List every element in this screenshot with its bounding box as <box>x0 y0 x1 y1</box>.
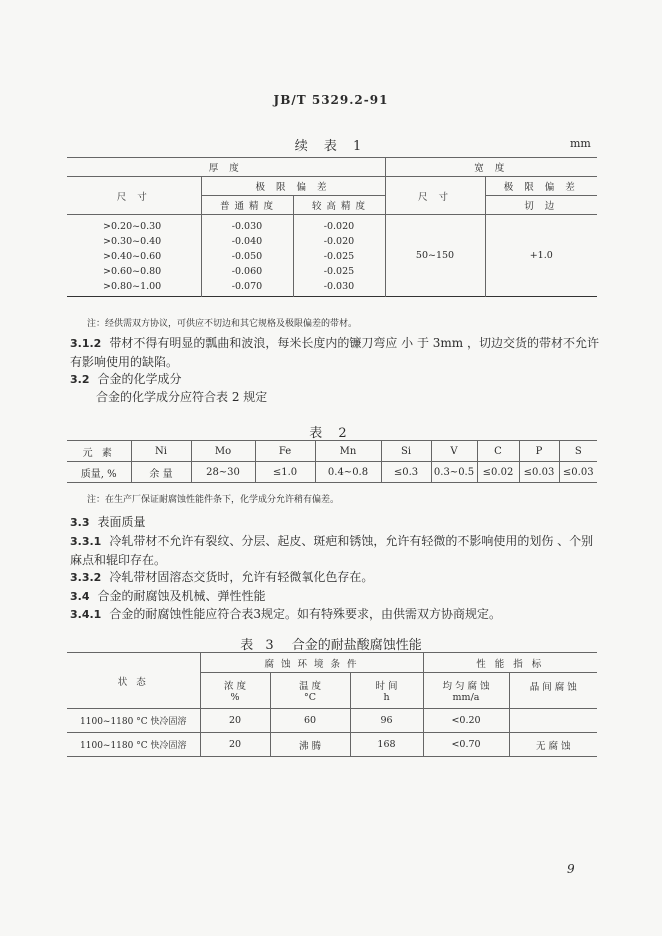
para-3-3-1 <box>70 532 602 570</box>
row-intergranular: 无 腐 蚀 <box>509 733 597 757</box>
normal-value: -0.060 <box>231 266 263 277</box>
width-dev: +1.0 <box>485 215 597 297</box>
table3-caption-title: 合金的耐盐酸腐蚀性能 <box>291 638 422 653</box>
uniform-label: 均 匀 腐 蚀 <box>442 681 490 692</box>
size-column <box>67 215 201 297</box>
para-3-2: 合金的化学成分应符合表 2 规定 <box>96 390 268 404</box>
para-text: 带材不得有明显的瓢曲和波浪，每米长度内的镰刀弯应 小 于 3mm ，切边交货的带材不允许有影响使用的缺陷。 <box>70 336 599 369</box>
element-s: S <box>559 441 597 462</box>
normal-precision-header: 普 通 精 度 <box>201 196 293 215</box>
para-text: 冷轧带材固溶态交货时，允许有轻微氧化色存在。 <box>109 570 374 584</box>
table1-caption: 续 表 1 <box>294 139 368 154</box>
higher-value: -0.025 <box>323 251 355 262</box>
element-mo: Mo <box>191 441 255 462</box>
normal-value: -0.070 <box>231 281 263 292</box>
table-row <box>67 709 597 733</box>
higher-value: -0.020 <box>323 236 355 247</box>
conc-header <box>200 673 270 709</box>
higher-value: -0.020 <box>323 221 355 232</box>
table2 <box>67 440 597 483</box>
value-si: ≤0.3 <box>381 462 431 483</box>
width-size-header: 尺 寸 <box>385 177 485 215</box>
table1-note: 注：经供需双方协议，可供应不切边和其它规格及极限偏差的带材。 <box>87 319 358 329</box>
value-mn: 0.4~0.8 <box>315 462 381 483</box>
size-value: >0.60~0.80 <box>103 266 162 277</box>
temp-unit: °C <box>303 692 317 703</box>
uniform-unit: mm/a <box>452 692 480 703</box>
table3 <box>67 652 597 757</box>
element-ni: Ni <box>131 441 191 462</box>
section-3-2 <box>70 370 602 389</box>
row-time: 96 <box>350 709 423 733</box>
row-temp: 沸 腾 <box>270 733 350 757</box>
table-row <box>67 733 597 757</box>
table3-caption-number: 表 3 <box>240 638 278 653</box>
elements-label: 元 素 <box>67 441 131 462</box>
section-number: 3.2 <box>70 373 90 386</box>
higher-column <box>293 215 385 297</box>
element-mn: Mn <box>315 441 381 462</box>
size-value: >0.80~1.00 <box>103 281 162 292</box>
element-si: Si <box>381 441 431 462</box>
row-uniform: <0.20 <box>423 709 509 733</box>
element-v: V <box>431 441 477 462</box>
value-s: ≤0.03 <box>559 462 597 483</box>
row-state: 1100~1180 °C 快冷固溶 <box>67 733 200 757</box>
table2-note: 注：在生产厂保证耐腐蚀性能件条下，化学成分允许稍有偏差。 <box>87 495 340 505</box>
normal-value: -0.030 <box>231 221 263 232</box>
size-value: >0.40~0.60 <box>103 251 162 262</box>
time-unit: h <box>383 692 390 703</box>
table1-unit: mm <box>570 137 591 150</box>
size-value: >0.20~0.30 <box>103 221 162 232</box>
normal-column <box>201 215 293 297</box>
env-header: 腐 蚀 环 境 条 件 <box>200 653 423 673</box>
section-title: 表面质量 <box>97 515 146 529</box>
width-header: 宽 度 <box>385 158 597 177</box>
section-3-3 <box>70 513 602 532</box>
value-v: 0.3~0.5 <box>431 462 477 483</box>
table1 <box>67 157 597 297</box>
para-3-1-2 <box>70 334 602 372</box>
section-number: 3.4 <box>70 590 90 603</box>
section-number: 3.3.1 <box>70 535 102 548</box>
element-fe: Fe <box>255 441 315 462</box>
normal-value: -0.050 <box>231 251 263 262</box>
size-value: >0.30~0.40 <box>103 236 162 247</box>
section-3-4 <box>70 587 602 606</box>
section-number: 3.1.2 <box>70 337 102 350</box>
limit-dev-header: 极 限 偏 差 <box>201 177 385 196</box>
uniform-header <box>423 673 509 709</box>
para-3-3-2 <box>70 568 602 587</box>
intergranular-header: 晶 间 腐 蚀 <box>509 673 597 709</box>
section-number: 3.4.1 <box>70 608 102 621</box>
value-ni: 余 量 <box>131 462 191 483</box>
table2-caption: 表 2 <box>309 426 353 441</box>
temp-header <box>270 673 350 709</box>
row-temp: 60 <box>270 709 350 733</box>
value-fe: ≤1.0 <box>255 462 315 483</box>
standard-number: JB/T 5329.2-91 <box>273 93 389 107</box>
section-number: 3.3 <box>70 516 90 529</box>
width-range: 50~150 <box>385 215 485 297</box>
para-3-4-1 <box>70 605 602 624</box>
value-mo: 28~30 <box>191 462 255 483</box>
row-time: 168 <box>350 733 423 757</box>
section-number: 3.3.2 <box>70 571 102 584</box>
conc-label: 浓 度 <box>223 681 247 692</box>
row-uniform: <0.70 <box>423 733 509 757</box>
normal-value: -0.040 <box>231 236 263 247</box>
higher-value: -0.030 <box>323 281 355 292</box>
time-label: 时 间 <box>375 681 398 692</box>
thickness-header: 厚 度 <box>67 158 385 177</box>
state-header: 状 态 <box>67 653 200 709</box>
time-header <box>350 673 423 709</box>
value-p: ≤0.03 <box>519 462 559 483</box>
section-title: 合金的耐腐蚀及机械、弹性性能 <box>97 589 266 603</box>
size-header: 尺 寸 <box>67 177 201 215</box>
row-conc: 20 <box>200 709 270 733</box>
conc-unit: % <box>230 692 240 703</box>
row-conc: 20 <box>200 733 270 757</box>
section-title: 合金的化学成分 <box>97 372 182 386</box>
element-c: C <box>477 441 519 462</box>
width-limit-dev-header: 极 限 偏 差 <box>485 177 597 196</box>
higher-precision-header: 较 高 精 度 <box>293 196 385 215</box>
row-state: 1100~1180 °C 快冷固溶 <box>67 709 200 733</box>
temp-label: 温 度 <box>298 681 322 692</box>
trimmed-header: 切 边 <box>485 196 597 215</box>
mass-label: 质量, % <box>67 462 131 483</box>
page-number: 9 <box>567 862 575 876</box>
row-intergranular <box>509 709 597 733</box>
perf-header: 性 能 指 标 <box>423 653 597 673</box>
value-c: ≤0.02 <box>477 462 519 483</box>
table3-caption <box>0 634 662 653</box>
element-p: P <box>519 441 559 462</box>
para-text: 冷轧带材不允许有裂纹、分层、起皮、斑疤和锈蚀，允许有轻微的不影响使用的划伤 、个别麻点和辊印存在。 <box>70 534 594 567</box>
higher-value: -0.025 <box>323 266 355 277</box>
para-text: 合金的耐腐蚀性能应符合表3规定。如有特殊要求，由供需双方协商规定。 <box>109 607 501 621</box>
